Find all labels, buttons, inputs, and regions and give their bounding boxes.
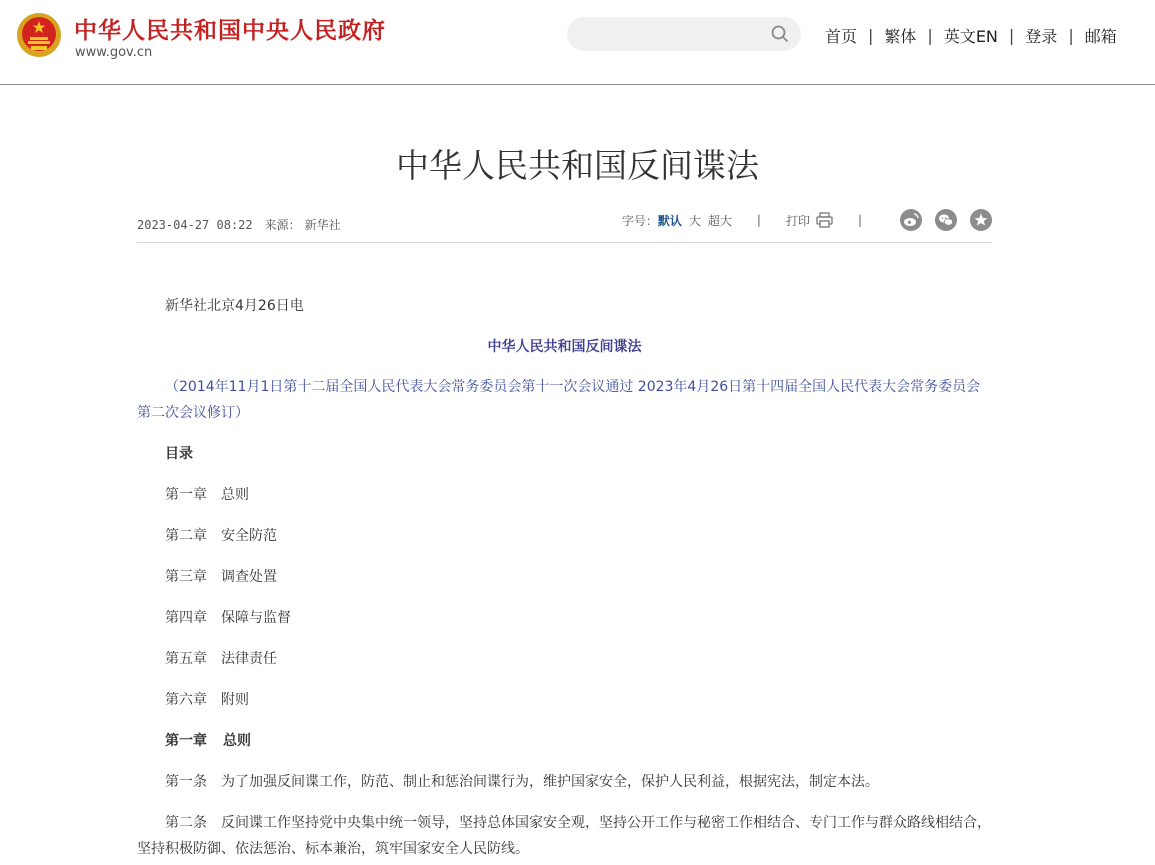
site-header bbox=[0, 0, 1155, 85]
nav-english[interactable]: 英文EN bbox=[943, 27, 998, 46]
article-body bbox=[137, 293, 992, 862]
toolbar-separator: | bbox=[756, 213, 761, 227]
toolbar-separator: | bbox=[857, 213, 862, 227]
nav-home[interactable]: 首页 bbox=[825, 27, 858, 46]
site-domain: www.gov.cn bbox=[75, 45, 153, 60]
law-article bbox=[137, 810, 992, 862]
publish-datetime: 2023-04-27 08:22 bbox=[137, 218, 253, 232]
top-nav bbox=[825, 24, 1117, 47]
search-box bbox=[567, 17, 801, 51]
toc-item-num: 第三章 bbox=[165, 569, 207, 585]
toc-heading: 目录 bbox=[165, 446, 193, 462]
law-article bbox=[137, 769, 992, 795]
toc-item-title: 附则 bbox=[221, 692, 249, 708]
article-text: 反间谍工作坚持党中央集中统一领导，坚持总体国家安全观，坚持公开工作与秘密工作相结合、专门工作与群众路线相结合，坚持积极防御、依法惩治、标本兼治，筑牢国家安全人民防线。 bbox=[137, 815, 991, 857]
toc-item bbox=[137, 605, 992, 631]
toc-item-title: 安全防范 bbox=[221, 528, 277, 544]
toc-item-num: 第一章 bbox=[165, 487, 207, 503]
font-size-large[interactable]: 大 bbox=[688, 213, 701, 228]
chapter-heading bbox=[137, 728, 992, 754]
nav-login[interactable]: 登录 bbox=[1025, 27, 1058, 46]
toc-item bbox=[137, 687, 992, 713]
toc-item-num: 第六章 bbox=[165, 692, 207, 708]
article-text: 为了加强反间谍工作，防范、制止和惩治间谍行为，维护国家安全，保护人民利益，根据宪法，制定本法。 bbox=[221, 774, 879, 790]
chapter-title: 总则 bbox=[223, 733, 251, 749]
font-size-label: 字号： bbox=[621, 213, 658, 228]
article-meta bbox=[137, 216, 353, 233]
toc-item-num: 第二章 bbox=[165, 528, 207, 544]
national-emblem-icon[interactable] bbox=[16, 12, 62, 58]
toc-item-title: 调查处置 bbox=[221, 569, 277, 585]
article-num: 第一条 bbox=[165, 774, 207, 790]
document-note: （2014年11月1日第十二届全国人民代表大会常务委员会第十一次会议通过 2023年4月26日第十四届全国人民代表大会常务委员会第二次会议修订） bbox=[137, 379, 981, 421]
nav-traditional[interactable]: 繁体 bbox=[884, 27, 917, 46]
toc-item-num: 第四章 bbox=[165, 610, 207, 626]
search-input[interactable] bbox=[567, 17, 763, 51]
article-meta-bar bbox=[137, 205, 992, 243]
toc-item bbox=[137, 523, 992, 549]
nav-separator: | bbox=[868, 26, 874, 45]
nav-separator: | bbox=[927, 26, 933, 45]
toc-item bbox=[137, 646, 992, 672]
toc-item bbox=[137, 564, 992, 590]
toc-item-title: 总则 bbox=[221, 487, 249, 503]
toc-item-title: 法律责任 bbox=[221, 651, 277, 667]
site-title[interactable]: 中华人民共和国中央人民政府 bbox=[74, 18, 386, 44]
source-label: 来源： bbox=[264, 218, 301, 232]
wechat-icon[interactable] bbox=[935, 209, 957, 231]
article-num: 第二条 bbox=[165, 815, 207, 831]
font-size-xlarge[interactable]: 超大 bbox=[707, 213, 732, 228]
toc-item-title: 保障与监督 bbox=[221, 610, 291, 626]
search-icon[interactable] bbox=[771, 25, 789, 43]
weibo-icon[interactable] bbox=[900, 209, 922, 231]
nav-separator: | bbox=[1068, 26, 1074, 45]
toc-item bbox=[137, 482, 992, 508]
printer-icon[interactable] bbox=[816, 212, 833, 228]
font-size-default[interactable]: 默认 bbox=[657, 213, 682, 228]
article-title: 中华人民共和国反间谍法 bbox=[396, 146, 759, 185]
chapter-num: 第一章 bbox=[165, 733, 207, 749]
toc-item-num: 第五章 bbox=[165, 651, 207, 667]
dateline: 新华社北京4月26日电 bbox=[165, 298, 304, 314]
favorite-star-icon[interactable] bbox=[970, 209, 992, 231]
nav-mail[interactable]: 邮箱 bbox=[1084, 27, 1117, 46]
nav-separator: | bbox=[1008, 26, 1015, 45]
source-name: 新华社 bbox=[304, 218, 341, 232]
article-toolbar bbox=[622, 209, 992, 231]
document-title: 中华人民共和国反间谍法 bbox=[487, 339, 642, 355]
print-label[interactable]: 打印 bbox=[785, 213, 810, 228]
